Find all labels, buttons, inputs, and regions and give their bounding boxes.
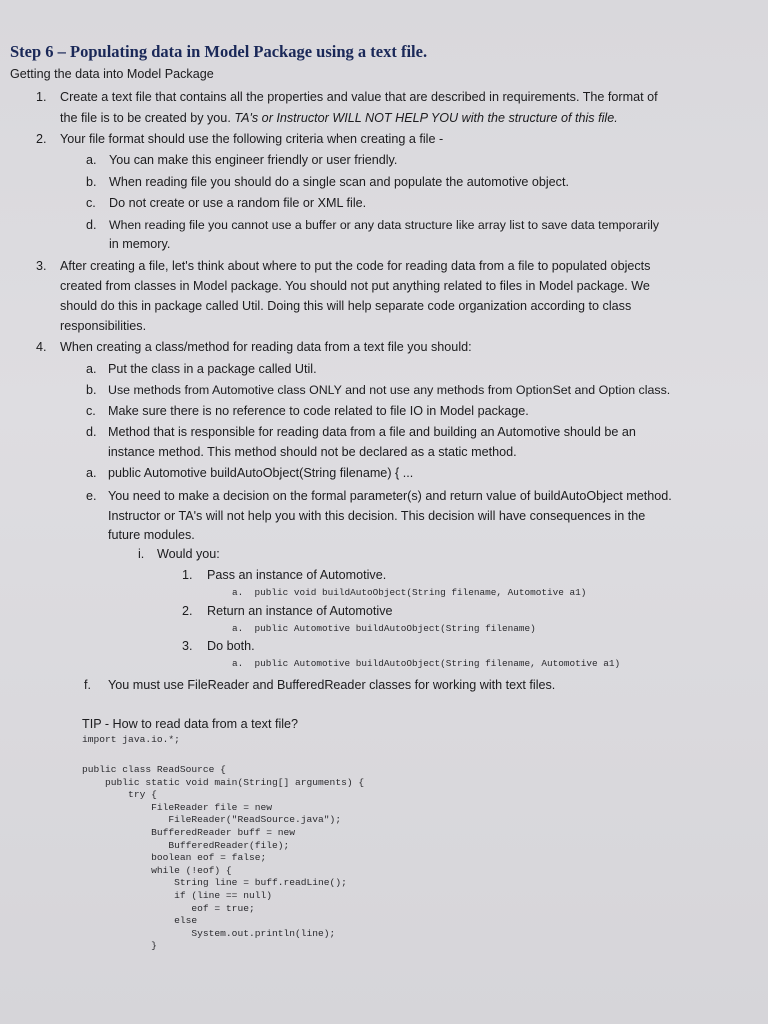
option-2-text: Return an instance of Automotive <box>207 604 393 618</box>
item-4a-mark: a. <box>86 362 97 376</box>
item-4e-line-2: Instructor or TA's will not help you with this decision. This decision will have consequences in the <box>108 509 646 523</box>
item-2d-mark: d. <box>86 218 97 232</box>
item-2d-line-2: in memory. <box>109 237 171 251</box>
code-line: System.out.println(line); <box>82 927 336 939</box>
item-2-number: 2. <box>36 132 47 146</box>
item-4b-text: Use methods from Automotive class ONLY and not use any methods from OptionSet and Option class. <box>108 383 671 397</box>
item-3-line-4: responsibilities. <box>60 319 147 333</box>
tip-import: import java.io.*; <box>82 734 180 745</box>
page-title: Step 6 – Populating data in Model Package using a text file. <box>10 42 428 61</box>
code-line: FileReader file = new <box>82 801 272 813</box>
item-4c-mark: c. <box>86 404 96 418</box>
item-1-line-2 <box>60 110 618 126</box>
item-2d-line-1: When reading file you cannot use a buffer or any data structure like array list to save data temporarily <box>109 218 660 232</box>
code-line: BufferedReader(file); <box>82 839 290 851</box>
item-3-line-3: should do this in package called Util. Doing this will help separate code organization according to class <box>60 299 632 313</box>
option-1-number: 1. <box>182 568 193 582</box>
item-4b-mark: b. <box>86 383 97 397</box>
option-3-code: a. public Automotive buildAutoObject(String filename, Automotive a1) <box>232 658 621 669</box>
option-1-text: Pass an instance of Automotive. <box>207 568 387 582</box>
code-line: boolean eof = false; <box>82 852 267 864</box>
item-1-line-1: Create a text file that contains all the properties and value that are described in requirements. The format of <box>60 90 658 104</box>
code-line: while (!eof) { <box>82 864 232 876</box>
item-4f-mark: f. <box>84 678 91 692</box>
tip-heading: TIP - How to read data from a text file? <box>82 717 299 731</box>
item-1-warning: TA's or Instructor WILL NOT HELP YOU with the structure of this file. <box>234 111 618 125</box>
code-line: if (line == null) <box>82 890 272 901</box>
item-4d-mark: d. <box>86 425 97 439</box>
item-4e-i-text: Would you: <box>157 547 220 561</box>
item-2b-mark: b. <box>86 175 97 189</box>
item-3-line-2: created from classes in Model package. You should not put anything related to files in Model package. We <box>60 279 650 293</box>
code-line: BufferedReader buff = new <box>82 827 296 838</box>
option-1-code: a. public void buildAutoObject(String filename, Automotive a1) <box>232 587 587 598</box>
section-subtitle: Getting the data into Model Package <box>10 67 214 81</box>
item-4e-line-1: You need to make a decision on the formal parameter(s) and return value of buildAutoObject method. <box>108 489 672 503</box>
code-line: } <box>82 940 157 952</box>
item-4e-line-3: future modules. <box>108 528 195 542</box>
item-2-line-1: Your file format should use the following criteria when creating a file - <box>60 132 444 146</box>
code-line: String line = buff.readLine(); <box>82 877 347 889</box>
item-2c-mark: c. <box>86 196 96 210</box>
item-4c-text: Make sure there is no reference to code related to file IO in Model package. <box>108 404 529 418</box>
item-4e-i-mark: i. <box>138 547 145 561</box>
item-4d-line-2: instance method. This method should not be declared as a static method. <box>108 445 517 459</box>
code-line: FileReader("ReadSource.java"); <box>82 814 342 826</box>
item-4-line-1: When creating a class/method for reading data from a text file you should: <box>60 340 472 354</box>
item-2b-text: When reading file you should do a single scan and populate the automotive object. <box>109 175 569 189</box>
item-4a2-mark: a. <box>86 466 97 480</box>
option-2-code: a. public Automotive buildAutoObject(String filename) <box>232 623 536 634</box>
item-1-number: 1. <box>36 90 47 104</box>
option-2-number: 2. <box>182 604 193 618</box>
item-4a2-text: public Automotive buildAutoObject(String filename) { ... <box>108 466 414 480</box>
item-3-number: 3. <box>36 259 47 273</box>
item-2c-text: Do not create or use a random file or XML file. <box>109 196 367 210</box>
code-line: try { <box>82 789 157 801</box>
code-line: public class ReadSource { <box>82 764 226 775</box>
item-2a-text: You can make this engineer friendly or user friendly. <box>109 153 398 167</box>
item-3-line-1: After creating a file, let's think about where to put the code for reading data from a file to populated objects <box>60 259 651 273</box>
code-line: public static void main(String[] arguments) { <box>82 776 365 788</box>
item-2a-mark: a. <box>86 153 97 167</box>
item-1-line-2-text: the file is to be created by you. <box>60 111 235 125</box>
code-line: else <box>82 915 198 927</box>
option-3-text: Do both. <box>207 639 255 653</box>
option-3-number: 3. <box>182 639 193 653</box>
item-4d-line-1: Method that is responsible for reading data from a file and building an Automotive should be an <box>108 425 636 439</box>
item-4f-text: You must use FileReader and BufferedReader classes for working with text files. <box>108 678 556 692</box>
item-4e-mark: e. <box>86 489 97 503</box>
item-4a-text: Put the class in a package called Util. <box>108 362 317 376</box>
code-line: eof = true; <box>82 902 255 914</box>
item-4-number: 4. <box>36 340 47 354</box>
